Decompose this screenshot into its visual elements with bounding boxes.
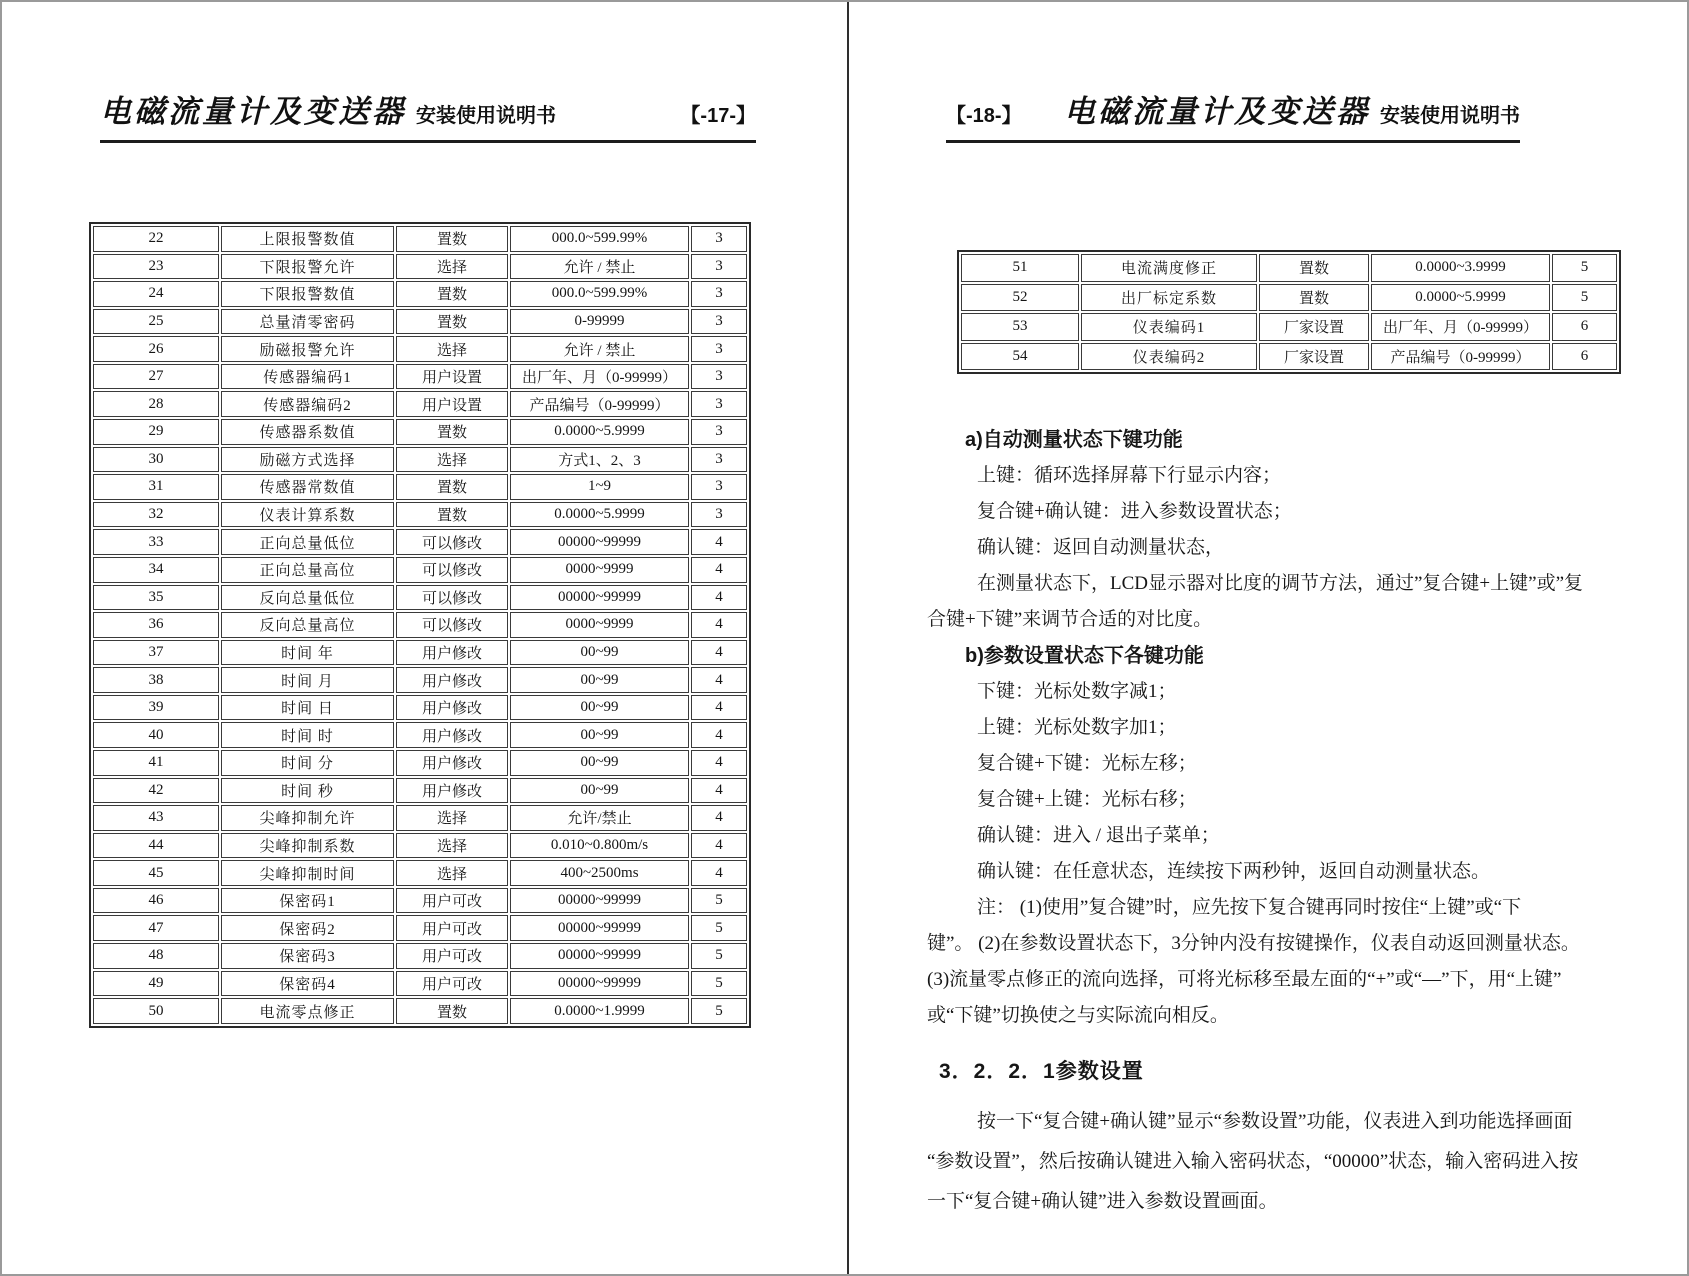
table-cell: 选择 [396,833,508,859]
table-row [93,998,747,1024]
table-cell: 励磁报警允许 [221,336,394,362]
section-heading: a)自动测量状态下键功能 [965,429,1183,451]
table-cell: 3 [691,309,747,335]
text-line: 确认键：进入 / 退出子菜单； [977,825,1220,846]
table-cell: 时间 日 [221,695,394,721]
table-cell: 4 [691,667,747,693]
table-cell: 下限报警允许 [221,254,394,280]
table-row [93,557,747,583]
table-row [961,254,1617,282]
table-cell: 产品编号（0-99999） [510,391,689,417]
table-cell: 54 [961,343,1079,371]
table-row [961,313,1617,341]
table-cell: 35 [93,585,219,611]
table-cell: 00000~99999 [510,915,689,941]
table-cell: 37 [93,640,219,666]
table-row [93,778,747,804]
table-cell: 28 [93,391,219,417]
table-cell: 时间 月 [221,667,394,693]
table-row [961,343,1617,371]
text-line: 按一下“复合键+确认键”显示“参数设置”功能，仪表进入到功能选择画面 [977,1111,1573,1132]
table-cell: 00~99 [510,778,689,804]
table-cell: 5 [691,998,747,1024]
table-cell: 52 [961,284,1079,312]
table-cell: 3 [691,447,747,473]
table-cell: 反向总量低位 [221,585,394,611]
table-cell: 0.0000~5.9999 [510,419,689,445]
table-row [93,309,747,335]
table-cell: 5 [691,915,747,941]
table-cell: 000.0~599.99% [510,226,689,252]
manual-title: 电磁流量计及变送器 [1064,94,1370,129]
table-cell: 51 [961,254,1079,282]
text-line: 合键+下键”来调节合适的对比度。 [927,609,1213,630]
table-cell: 时间 秒 [221,778,394,804]
table-cell: 仪表编码1 [1081,313,1257,341]
table-cell: 4 [691,585,747,611]
table-cell: 尖峰抑制时间 [221,860,394,886]
table-cell: 3 [691,226,747,252]
text-line: 复合键+下键：光标左移； [977,753,1197,774]
table-row [93,226,747,252]
table-cell: 0000~9999 [510,557,689,583]
table-cell: 45 [93,860,219,886]
table-row [93,915,747,941]
table-cell: 选择 [396,336,508,362]
table-cell: 26 [93,336,219,362]
parameter-table-22-50 [89,222,751,1028]
page-17-header [100,86,756,143]
table-cell: 下限报警数值 [221,281,394,307]
table-cell: 4 [691,722,747,748]
table-cell: 电流零点修正 [221,998,394,1024]
table-row [93,336,747,362]
table-cell: 用户修改 [396,750,508,776]
table-cell: 00~99 [510,722,689,748]
page-18-header [946,86,1520,143]
table-cell: 30 [93,447,219,473]
table-cell: 00~99 [510,750,689,776]
table-row [93,971,747,997]
text-line: 键”。 (2)在参数设置状态下，3分钟内没有按键操作，仪表自动返回测量状态。 [927,933,1580,954]
text-line: “参数设置”，然后按确认键进入输入密码状态，“00000”状态，输入密码进入按 [927,1151,1579,1172]
table-cell: 0.0000~5.9999 [1371,284,1550,312]
text-line [927,1092,1633,1102]
table-cell: 置数 [396,419,508,445]
table-row [93,585,747,611]
table-cell: 用户修改 [396,778,508,804]
table-cell: 产品编号（0-99999） [1371,343,1550,371]
text-line: 在测量状态下，LCD显示器对比度的调节方法，通过”复合键+上键”或”复 [977,573,1584,594]
table-row [93,750,747,776]
table-cell: 置数 [396,309,508,335]
page-number: 【-18-】 [946,105,1022,127]
table-cell: 允许 / 禁止 [510,336,689,362]
parameter-table-51-54 [957,250,1621,374]
table-cell: 4 [691,833,747,859]
table-row [93,667,747,693]
table-row [93,612,747,638]
table-cell: 00~99 [510,695,689,721]
table-row [93,281,747,307]
table-cell: 25 [93,309,219,335]
table-cell: 1~9 [510,474,689,500]
table-cell: 36 [93,612,219,638]
table-cell: 23 [93,254,219,280]
text-line: 确认键：返回自动测量状态， [977,537,1225,558]
table-cell: 4 [691,805,747,831]
table-row [93,833,747,859]
table-cell: 选择 [396,860,508,886]
table-cell: 47 [93,915,219,941]
table-cell: 39 [93,695,219,721]
table-cell: 0.010~0.800m/s [510,833,689,859]
table-cell: 3 [691,502,747,528]
text-line: 上键：循环选择屏幕下行显示内容； [977,465,1282,486]
table-row [961,284,1617,312]
table-cell: 43 [93,805,219,831]
table-cell: 用户可改 [396,888,508,914]
table-cell: 厂家设置 [1259,313,1369,341]
table-cell: 53 [961,313,1079,341]
table-cell: 用户修改 [396,695,508,721]
table-row [93,695,747,721]
table-cell: 4 [691,557,747,583]
table-cell: 保密码3 [221,943,394,969]
table-cell: 电流满度修正 [1081,254,1257,282]
text-line: 下键：光标处数字减1； [977,681,1177,702]
table-cell: 用户修改 [396,722,508,748]
table-cell: 置数 [396,998,508,1024]
table-cell: 3 [691,474,747,500]
table-row [93,722,747,748]
table-row [93,364,747,390]
table-cell: 41 [93,750,219,776]
table-cell: 置数 [396,226,508,252]
table-cell: 选择 [396,447,508,473]
table-cell: 总量清零密码 [221,309,394,335]
section-heading: 3．2．2．1参数设置 [939,1060,1144,1083]
page-number: 【-17-】 [680,105,756,127]
table-cell: 允许/禁止 [510,805,689,831]
table-cell: 00000~99999 [510,971,689,997]
table-cell: 置数 [396,281,508,307]
table-cell: 5 [1552,254,1617,282]
table-cell: 保密码4 [221,971,394,997]
table-cell: 3 [691,419,747,445]
table-cell: 4 [691,640,747,666]
table-cell: 22 [93,226,219,252]
table-cell: 时间 分 [221,750,394,776]
table-row [93,447,747,473]
table-cell: 00~99 [510,640,689,666]
table-cell: 置数 [1259,284,1369,312]
table-cell: 用户设置 [396,391,508,417]
table-row [93,888,747,914]
table-row [93,640,747,666]
table-row [93,943,747,969]
table-cell: 4 [691,612,747,638]
table-cell: 传感器编码2 [221,391,394,417]
table-cell: 尖峰抑制系数 [221,833,394,859]
table-cell: 40 [93,722,219,748]
table-cell: 46 [93,888,219,914]
table-cell: 4 [691,860,747,886]
table-row [93,502,747,528]
table-cell: 6 [1552,343,1617,371]
table-cell: 6 [1552,313,1617,341]
table-cell: 0000~9999 [510,612,689,638]
body-text [927,422,1633,1222]
text-line: 上键：光标处数字加1； [977,717,1177,738]
table-cell: 正向总量高位 [221,557,394,583]
table-cell: 00~99 [510,667,689,693]
table-cell: 33 [93,529,219,555]
table-cell: 反向总量高位 [221,612,394,638]
table-cell: 尖峰抑制允许 [221,805,394,831]
table-cell: 用户可改 [396,971,508,997]
text-line [927,1034,1633,1052]
table-cell: 00000~99999 [510,585,689,611]
table-cell: 3 [691,364,747,390]
table-cell: 3 [691,391,747,417]
table-cell: 000.0~599.99% [510,281,689,307]
table-cell: 可以修改 [396,529,508,555]
table-cell: 4 [691,695,747,721]
table-cell: 5 [691,943,747,969]
table-cell: 32 [93,502,219,528]
table-cell: 用户修改 [396,640,508,666]
table-cell: 42 [93,778,219,804]
table-cell: 0-99999 [510,309,689,335]
table-cell: 传感器系数值 [221,419,394,445]
table-cell: 38 [93,667,219,693]
table-cell: 49 [93,971,219,997]
table-cell: 00000~99999 [510,943,689,969]
table-cell: 用户设置 [396,364,508,390]
table-cell: 可以修改 [396,585,508,611]
table-cell: 29 [93,419,219,445]
table-cell: 00000~99999 [510,529,689,555]
table-cell: 可以修改 [396,557,508,583]
table-cell: 3 [691,336,747,362]
table-cell: 3 [691,254,747,280]
table-cell: 可以修改 [396,612,508,638]
table-cell: 5 [691,971,747,997]
table-cell: 0.0000~5.9999 [510,502,689,528]
page-divider [847,2,849,1274]
table-cell: 正向总量低位 [221,529,394,555]
table-cell: 上限报警数值 [221,226,394,252]
table-cell: 厂家设置 [1259,343,1369,371]
table-cell: 出厂年、月（0-99999） [1371,313,1550,341]
table-row [93,254,747,280]
table-cell: 50 [93,998,219,1024]
table-cell: 保密码2 [221,915,394,941]
table-cell: 允许 / 禁止 [510,254,689,280]
table-cell: 00000~99999 [510,888,689,914]
table-cell: 选择 [396,805,508,831]
table-cell: 24 [93,281,219,307]
manual-subtitle: 安装使用说明书 [416,105,556,127]
table-row [93,419,747,445]
table-cell: 励磁方式选择 [221,447,394,473]
table-cell: 4 [691,778,747,804]
table-row [93,860,747,886]
text-line: (3)流量零点修正的流向选择，可将光标移至最左面的“+”或“—”下，用“上键” [927,969,1562,990]
table-cell: 保密码1 [221,888,394,914]
section-heading: b)参数设置状态下各键功能 [965,645,1204,667]
table-cell: 选择 [396,254,508,280]
text-line: 一下“复合键+确认键”进入参数设置画面。 [927,1191,1278,1212]
table-cell: 0.0000~1.9999 [510,998,689,1024]
table-cell: 4 [691,750,747,776]
table-cell: 5 [1552,284,1617,312]
table-cell: 用户可改 [396,915,508,941]
table-cell: 置数 [1259,254,1369,282]
table-cell: 时间 时 [221,722,394,748]
table-cell: 4 [691,529,747,555]
text-line: 或“下键”切换使之与实际流向相反。 [927,1005,1229,1026]
text-line: 注： (1)使用”复合键”时，应先按下复合键再同时按住“上键”或“下 [977,897,1522,918]
table-cell: 出厂标定系数 [1081,284,1257,312]
manual-subtitle: 安装使用说明书 [1380,105,1520,127]
table-cell: 仪表编码2 [1081,343,1257,371]
table-cell: 置数 [396,474,508,500]
table-row [93,391,747,417]
table-cell: 用户可改 [396,943,508,969]
table-row [93,529,747,555]
table-cell: 时间 年 [221,640,394,666]
text-line: 复合键+确认键：进入参数设置状态； [977,501,1292,522]
table-cell: 置数 [396,502,508,528]
table-cell: 0.0000~3.9999 [1371,254,1550,282]
table-cell: 传感器常数值 [221,474,394,500]
table-row [93,474,747,500]
table-cell: 27 [93,364,219,390]
text-line: 复合键+上键：光标右移； [977,789,1197,810]
table-cell: 3 [691,281,747,307]
table-row [93,805,747,831]
text-line: 确认键：在任意状态，连续按下两秒钟，返回自动测量状态。 [977,861,1491,882]
manual-title: 电磁流量计及变送器 [100,94,406,129]
table-cell: 31 [93,474,219,500]
table-cell: 34 [93,557,219,583]
table-cell: 48 [93,943,219,969]
table-cell: 400~2500ms [510,860,689,886]
table-cell: 出厂年、月（0-99999） [510,364,689,390]
table-cell: 传感器编码1 [221,364,394,390]
table-cell: 仪表计算系数 [221,502,394,528]
table-cell: 方式1、2、3 [510,447,689,473]
table-cell: 44 [93,833,219,859]
table-cell: 用户修改 [396,667,508,693]
table-cell: 5 [691,888,747,914]
